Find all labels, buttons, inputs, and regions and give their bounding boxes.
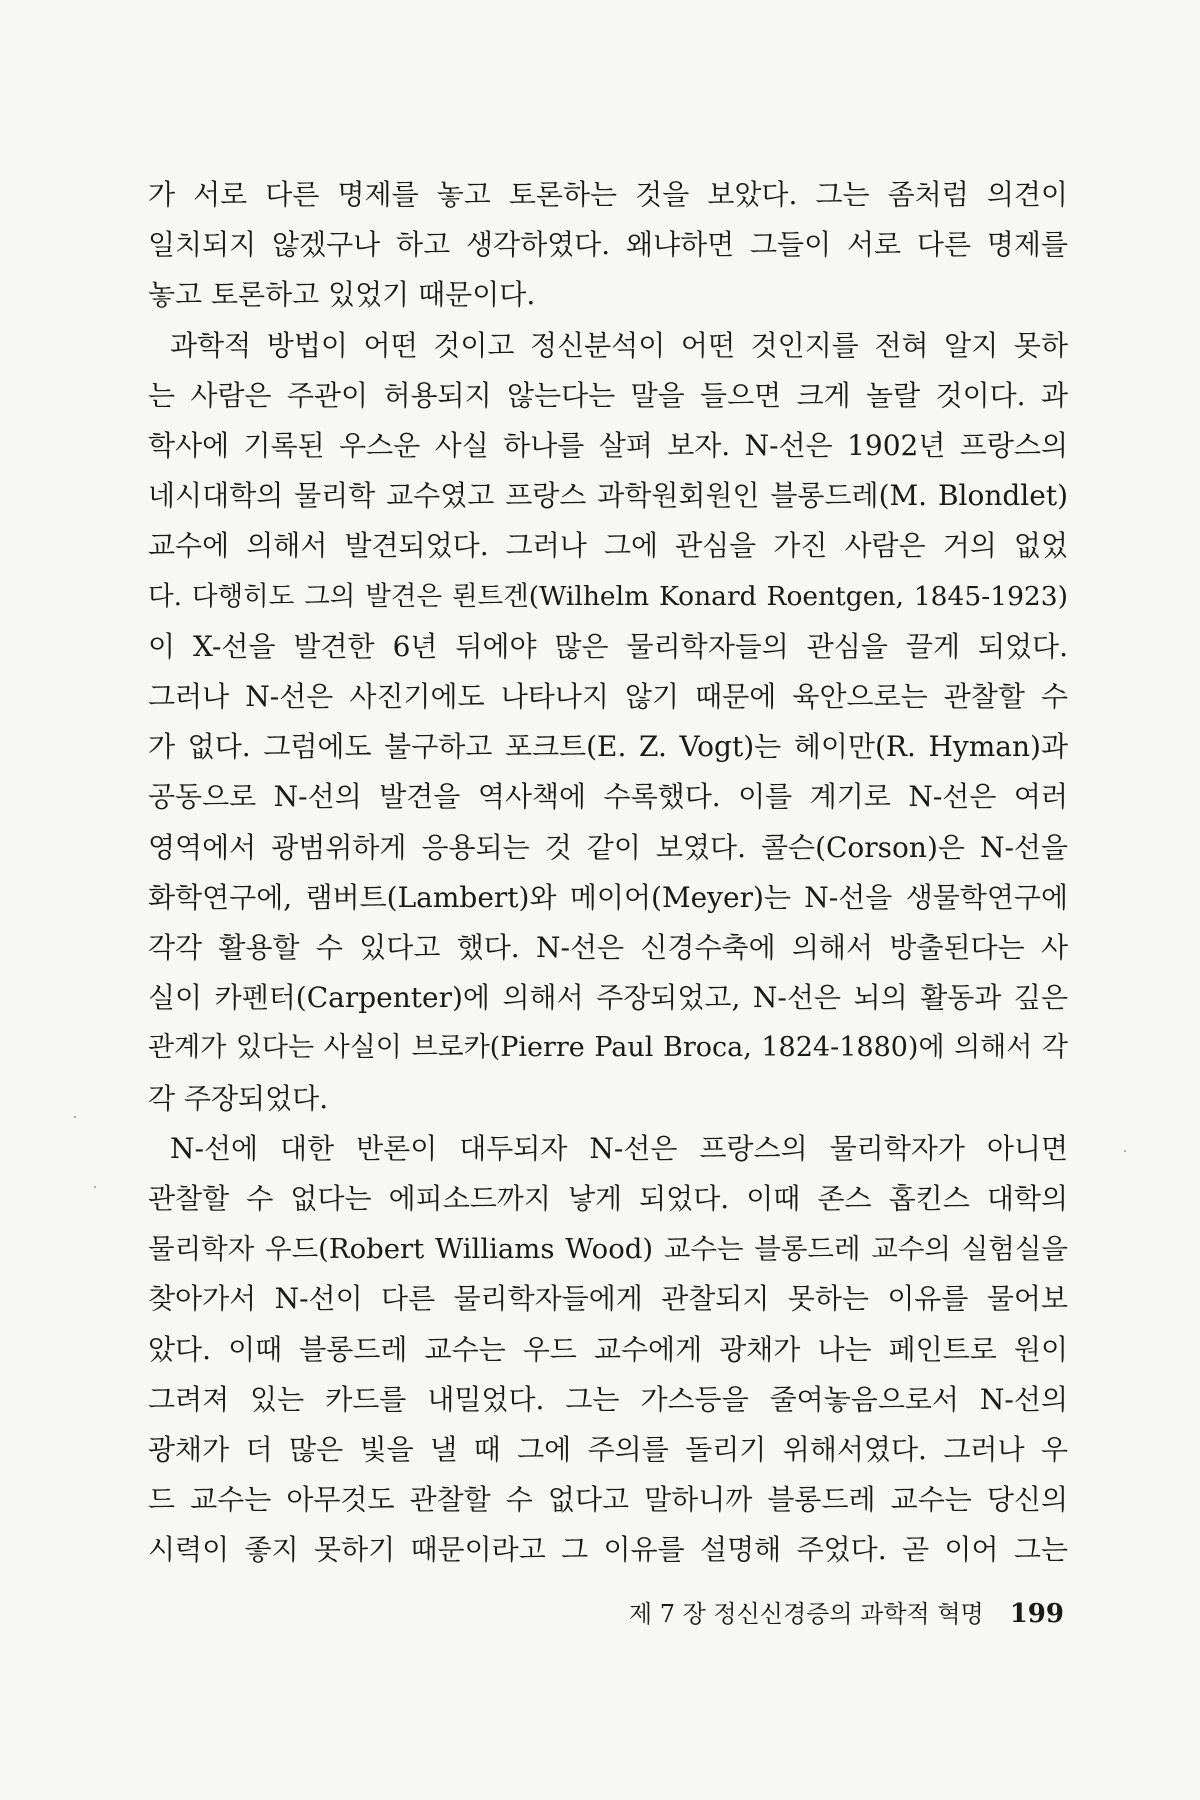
text-line: 화학연구에, 램버트(Lambert)와 메이어(Meyer)는 N-선을 생물학연구에 <box>148 880 1068 914</box>
text-line: 그려져 있는 카드를 내밀었다. 그는 가스등을 줄여놓음으로서 N-선의 <box>148 1382 1068 1416</box>
text-line: 가 서로 다른 명제를 놓고 토론하는 것을 보았다. 그는 좀처럼 의견이 <box>148 178 1068 211</box>
text-line: 다. 다행히도 그의 발견은 뢴트겐(Wilhelm Konard Roentgen, 1845-1923) <box>148 580 1068 612</box>
text-line: 일치되지 않겠구나 하고 생각하였다. 왜냐하면 그들이 서로 다른 명제를 <box>148 228 1068 262</box>
page-number: 199 <box>1009 1599 1064 1629</box>
scan-speck <box>1124 1150 1126 1152</box>
text-line: 학사에 기록된 우스운 사실 하나를 살펴 보자. N-선은 1902년 프랑스의 <box>148 429 1068 463</box>
page-footer <box>570 1598 1064 1630</box>
text-line: 영역에서 광범위하게 응용되는 것 같이 보였다. 콜슨(Corson)은 N-선을 <box>148 830 1068 864</box>
text-line: 가 없다. 그럼에도 불구하고 포크트(E. Z. Vogt)는 헤이만(R. Hyman)과 <box>148 730 1068 764</box>
text-line: 는 사람은 주관이 허용되지 않는다는 말을 들으면 크게 놀랄 것이다. 과 <box>148 378 1068 412</box>
text-line: 네시대학의 물리학 교수였고 프랑스 과학원회원인 블롱드레(M. Blondlet) <box>148 479 1068 513</box>
text-line: 물리학자 우드(Robert Williams Wood) 교수는 블롱드레 교수의 실험실을 <box>148 1233 1068 1266</box>
text-line: 이 X-선을 발견한 6년 뒤에야 많은 물리학자들의 관심을 끌게 되었다. <box>148 629 1068 663</box>
scan-speck <box>94 1186 96 1188</box>
text-line: 드 교수는 아무것도 관찰할 수 없다고 말하니까 블롱드레 교수는 당신의 <box>148 1483 1068 1517</box>
text-line: 공동으로 N-선의 발견을 역사책에 수록했다. 이를 계기로 N-선은 여러 <box>148 780 1068 814</box>
paragraph-2 <box>148 321 1068 1124</box>
text-line: 그러나 N-선은 사진기에도 나타나지 않기 때문에 육안으로는 관찰할 수 <box>148 680 1068 714</box>
text-line: 관계가 있다는 사실이 브로카(Pierre Paul Broca, 1824-1880)에 의해서 각 <box>148 1032 1068 1064</box>
text-line: 과학적 방법이 어떤 것이고 정신분석이 어떤 것인지를 전혀 알지 못하 <box>170 328 1068 362</box>
text-line: 았다. 이때 블롱드레 교수는 우드 교수에게 광채가 나는 페인트로 원이 <box>148 1332 1068 1366</box>
scan-speck <box>74 1116 76 1118</box>
paragraph-3 <box>148 1124 1068 1576</box>
paragraph-1 <box>148 170 1068 321</box>
text-line: 관찰할 수 없다는 에피소드까지 낳게 되었다. 이때 존스 홉킨스 대학의 <box>148 1182 1068 1216</box>
text-line: 시력이 좋지 못하기 때문이라고 그 이유를 설명해 주었다. 곧 이어 그는 <box>148 1533 1068 1567</box>
text-line: 광채가 더 많은 빛을 낼 때 그에 주의를 돌리기 위해서였다. 그러나 우 <box>148 1433 1068 1467</box>
text-line: 교수에 의해서 발견되었다. 그러나 그에 관심을 가진 사람은 거의 없었 <box>148 529 1068 563</box>
text-line: 실이 카펜터(Carpenter)에 의해서 주장되었고, N-선은 뇌의 활동과 깊은 <box>148 981 1068 1015</box>
running-footer-chapter: 제 7 장 정신신경증의 과학적 혁명 <box>628 1600 984 1628</box>
text-line: 찾아가서 N-선이 다른 물리학자들에게 관찰되지 못하는 이유를 물어보 <box>148 1282 1068 1316</box>
text-line: 각 주장되었다. <box>148 1081 329 1115</box>
body-text <box>148 170 1068 1576</box>
text-line: 각각 활용할 수 있다고 했다. N-선은 신경수축에 의해서 방출된다는 사 <box>148 931 1068 965</box>
text-line: 놓고 토론하고 있었기 때문이다. <box>148 278 536 312</box>
text-line: N-선에 대한 반론이 대두되자 N-선은 프랑스의 물리학자가 아니면 <box>170 1131 1068 1165</box>
